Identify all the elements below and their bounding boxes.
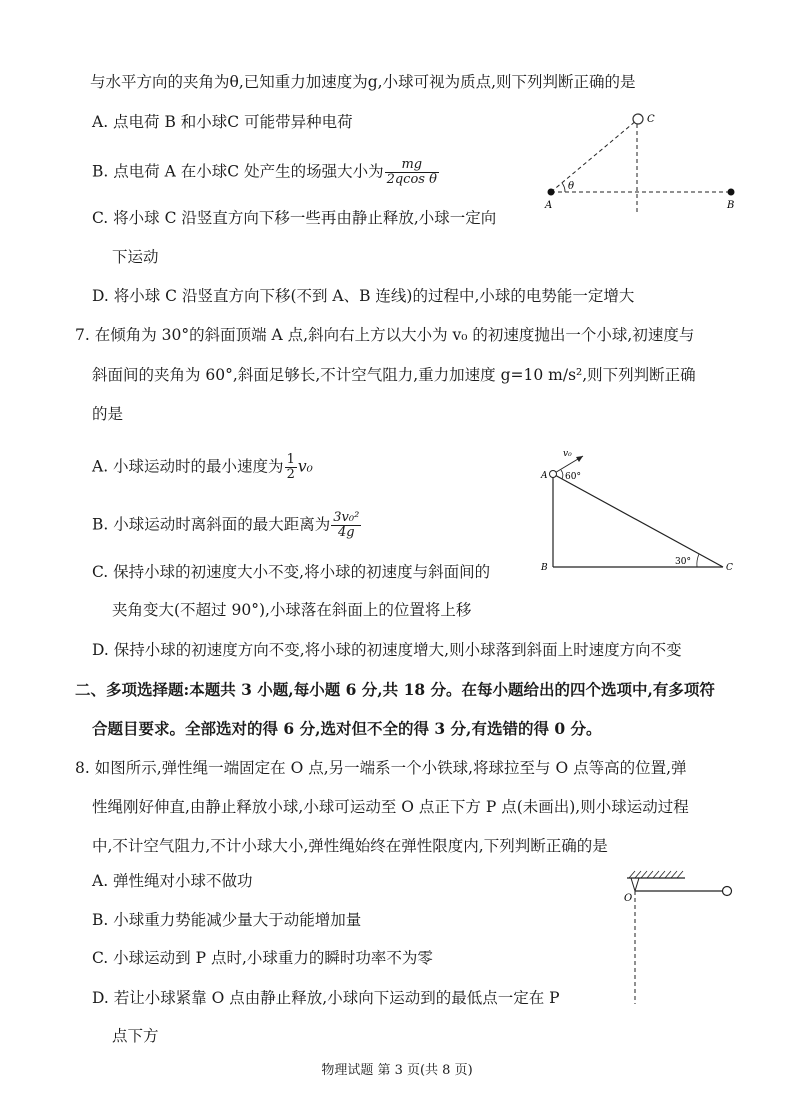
- section2-heading-line1: 二、多项选择题:本题共 3 小题,每小题 6 分,共 18 分。在每小题给出的四个选项中,有多项符: [75, 680, 715, 699]
- q8-option-b: B. 小球重力势能减少量大于动能增加量: [92, 911, 362, 929]
- q6-theta-arc: [562, 183, 565, 192]
- q7-label-b: B: [541, 563, 548, 573]
- q8-option-d-line1: D. 若让小球紧靠 O 点由静止释放,小球向下运动到的最低点一定在 P: [92, 989, 560, 1007]
- q7-a-numerator: 1: [286, 452, 295, 467]
- q6-charge-a: [548, 189, 555, 196]
- q8-ceiling-hatch: [629, 871, 683, 878]
- section2-heading-line2: 合题目要求。全部选对的得 6 分,选对但不全的得 3 分,有选错的得 0 分。: [92, 719, 602, 738]
- q6-stem: 与水平方向的夹角为θ,已知重力加速度为g,小球可视为质点,则下列判断正确的是: [90, 73, 636, 91]
- q7-30-arc: [697, 554, 699, 567]
- q7-option-b: [92, 511, 362, 540]
- q6-label-theta: θ: [568, 181, 575, 192]
- q7-label-30: 30°: [675, 557, 691, 567]
- q7-label-a: A: [541, 471, 548, 481]
- q7-figure: [535, 436, 745, 581]
- q8-ball: [723, 887, 732, 896]
- q8-support-left: [631, 878, 635, 891]
- q7-option-b-fraction: [331, 511, 361, 540]
- q7-label-v0: v₀: [563, 449, 572, 459]
- q7-ball: [550, 471, 557, 478]
- q7-a-denominator: 2: [286, 467, 295, 482]
- q7-option-a: [92, 453, 313, 482]
- q8-stem-line2: 性绳刚好伸直,由静止释放小球,小球可运动至 O 点正下方 P 点(未画出),则小球运动过程: [92, 798, 689, 816]
- q7-option-b-text: B. 小球运动时离斜面的最大距离为: [92, 515, 331, 534]
- q6-b-denominator: 2qcos θ: [386, 172, 437, 187]
- q7-b-numerator: 3v₀²: [333, 510, 360, 525]
- q7-option-d: D. 保持小球的初速度方向不变,将小球的初速度增大,则小球落到斜面上时速度方向不变: [92, 641, 682, 659]
- page-footer: 物理试题 第 3 页(共 8 页): [321, 1063, 473, 1078]
- q6-option-c-line1: C. 将小球 C 沿竖直方向下移一些再由静止释放,小球一定向: [92, 209, 497, 227]
- q8-option-a: A. 弹性绳对小球不做功: [92, 872, 253, 890]
- q8-option-c: C. 小球运动到 P 点时,小球重力的瞬时功率不为零: [92, 949, 433, 967]
- q6-figure: [535, 105, 755, 215]
- q7-b-denominator: 4g: [337, 525, 355, 540]
- q8-support-right: [635, 878, 639, 891]
- q7-label-c: C: [726, 563, 733, 573]
- q7-label-60: 60°: [565, 472, 581, 482]
- q7-option-a-fraction: [285, 453, 297, 482]
- q8-stem-line1: 8. 如图所示,弹性绳一端固定在 O 点,另一端系一个小铁球,将球拉至与 O 点等高的位置,弹: [75, 759, 687, 777]
- q7-option-c-line2: 夹角变大(不超过 90°),小球落在斜面上的位置将上移: [112, 601, 472, 619]
- q8-option-d-line2: 点下方: [112, 1027, 159, 1045]
- q7-option-a-text: A. 小球运动时的最小速度为: [92, 457, 284, 476]
- q6-option-a: A. 点电荷 B 和小球C 可能带异种电荷: [92, 113, 353, 131]
- q6-ac-dashed-line: [551, 120, 637, 192]
- q6-label-b: B: [727, 200, 735, 211]
- q7-stem-line1: 7. 在倾角为 30°的斜面顶端 A 点,斜向右上方以大小为 v₀ 的初速度抛出一个小球,初速度与: [75, 326, 695, 344]
- q6-option-b-text: B. 点电荷 A 在小球C 处产生的场强大小为: [92, 162, 384, 181]
- q8-figure: [605, 866, 745, 1006]
- q6-ball-c: [633, 114, 643, 124]
- q6-b-numerator: mg: [385, 158, 439, 173]
- q7-option-c-line1: C. 保持小球的初速度大小不变,将小球的初速度与斜面间的: [92, 563, 491, 581]
- q6-label-a: A: [545, 200, 553, 211]
- q7-60-arc: [561, 470, 563, 479]
- q6-option-c-line2: 下运动: [112, 248, 159, 266]
- q6-option-b: [92, 158, 440, 187]
- q6-option-d: D. 将小球 C 沿竖直方向下移(不到 A、B 连线)的过程中,小球的电势能一定增大: [92, 287, 635, 305]
- q6-charge-b: [728, 189, 735, 196]
- q7-stem-line3: 的是: [92, 405, 124, 423]
- q8-stem-line3: 中,不计空气阻力,不计小球大小,弹性绳始终在弹性限度内,下列判断正确的是: [92, 837, 608, 855]
- q7-incline: [553, 474, 723, 567]
- q8-label-o: O: [624, 893, 633, 904]
- q7-a-suffix: v₀: [297, 457, 313, 476]
- q7-stem-line2: 斜面间的夹角为 60°,斜面足够长,不计空气阻力,重力加速度 g=10 m/s²,则下列判断正确: [92, 366, 696, 384]
- q6-option-b-fraction: [385, 158, 439, 187]
- q6-label-c: C: [647, 114, 655, 125]
